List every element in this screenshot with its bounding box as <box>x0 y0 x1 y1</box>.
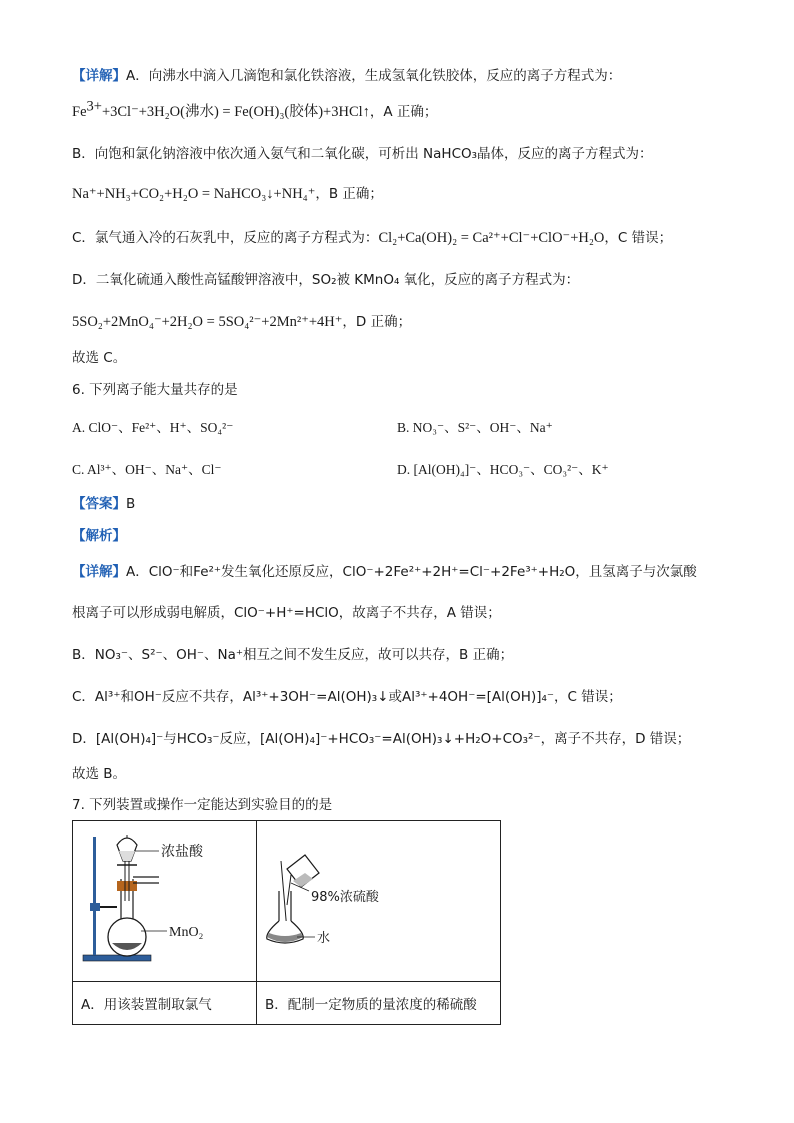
detail-text: A．向沸水中滴入几滴饱和氯化铁溶液，生成氢氧化铁胶体，反应的离子方程式为： <box>126 68 622 84</box>
detail6-line-a1 <box>72 562 697 582</box>
figure-b-caption: B．配制一定物质的量浓度的稀硫酸 <box>257 982 501 1025</box>
figure-a-cell <box>73 821 257 982</box>
equation-body: Na⁺+NH₃+CO₂+H₂O = NaHCO₃↓+NH₄⁺ <box>72 186 316 202</box>
equation-body: Cl₂+Ca(OH)₂ = Ca²⁺+Cl⁻+ClO⁻+H₂O <box>378 230 605 246</box>
detail6-line-b: B．NO₃⁻、S²⁻、OH⁻、Na⁺相互之间不发生反应，故可以共存，B 正确； <box>72 647 514 663</box>
detail-tag: 【详解】 <box>72 68 126 84</box>
detail6-line-c: C．Al³⁺和OH⁻反应不共存，Al³⁺+3OH⁻=Al(OH)₃↓或Al³⁺+4OH⁻=[Al(OH)]₄⁻，C 错误； <box>72 689 622 705</box>
option-c: C. Al³⁺、OH⁻、Na⁺、Cl⁻ <box>72 462 222 477</box>
equation-body: +3Cl⁻+3H₂O(沸水) = Fe(OH)₃(胶体)+3HCl↑ <box>101 104 370 120</box>
detail6-line-d: D．[Al(OH)₄]⁻与HCO₃⁻反应，[Al(OH)₄]⁻+HCO₃⁻=Al(OH)₃↓+H₂O+CO₃²⁻，离子不共存，D 错误； <box>72 731 691 747</box>
dilution-figure <box>257 821 500 977</box>
question-6-stem: 6. 下列离子能大量共存的是 <box>72 382 238 398</box>
equation-d <box>72 312 411 332</box>
figure-a-label-acid: 浓盐酸 <box>161 844 203 860</box>
conclusion: 故选 C。 <box>72 350 127 366</box>
verdict: ，D 正确； <box>342 314 412 330</box>
detail-line-d: D．二氧化硫通入酸性高锰酸钾溶液中，SO₂被 KMnO₄ 氧化，反应的离子方程式为： <box>72 272 580 288</box>
equation-body: 5SO₂+2MnO₄⁻+2H₂O = 5SO₄²⁻+2Mn²⁺+4H⁺ <box>72 314 343 330</box>
figure-b-label-water: 水 <box>317 931 331 946</box>
figure-table <box>72 820 501 1025</box>
answer-value: B <box>126 496 136 512</box>
verdict: ，C 错误； <box>604 230 673 246</box>
detail6-line-a2: 根离子可以形成弱电解质，ClO⁻+H⁺=HClO，故离子不共存，A 错误； <box>72 605 501 621</box>
verdict: ，B 正确； <box>315 186 383 202</box>
option-a: A. ClO⁻、Fe²⁺、H⁺、SO₄²⁻ <box>72 420 234 435</box>
equation-a: $Fe^{3+}+3Cl^-+3H_2O$(沸水) = Fe(OH)₃(胶体)+3HCl↑，A 正确； <box>72 98 438 120</box>
detail-line-a <box>72 66 621 86</box>
detail-line-c <box>72 228 672 248</box>
detail-tag: 【详解】 <box>72 564 126 580</box>
option-d: D. [Al(OH)₄]⁻、HCO₃⁻、CO₃²⁻、K⁺ <box>397 462 609 477</box>
equation-head: Fe <box>72 104 87 120</box>
detail-line-b: B．向饱和氯化钠溶液中依次通入氨气和二氧化碳，可析出 NaHCO₃晶体，反应的离子方程式为： <box>72 146 653 162</box>
option-b: B. NO₃⁻、S²⁻、OH⁻、Na⁺ <box>397 420 553 435</box>
verdict: ，A 正确； <box>369 104 438 120</box>
equation-b <box>72 184 383 204</box>
figure-a-label-mno2: MnO₂ <box>169 925 204 940</box>
figure-b-cell <box>257 821 501 982</box>
question-7-stem: 7. 下列装置或操作一定能达到实验目的的是 <box>72 797 333 813</box>
analysis-line <box>72 526 126 546</box>
figure-a-caption: A．用该装置制取氯气 <box>73 982 257 1025</box>
figure-b-label-acid: 98%浓硫酸 <box>311 890 379 905</box>
detail-text: A．ClO⁻和Fe²⁺发生氧化还原反应，ClO⁻+2Fe²⁺+2H⁺=Cl⁻+2Fe³⁺+H₂O，且氢离子与次氯酸 <box>126 564 697 580</box>
chlorine-apparatus-figure <box>73 821 256 977</box>
detail-text: C．氯气通入冷的石灰乳中，反应的离子方程式为： <box>72 230 379 246</box>
conclusion-6: 故选 B。 <box>72 766 127 782</box>
analysis-tag: 【解析】 <box>72 528 126 544</box>
answer-line <box>72 494 135 514</box>
answer-tag: 【答案】 <box>72 496 126 512</box>
